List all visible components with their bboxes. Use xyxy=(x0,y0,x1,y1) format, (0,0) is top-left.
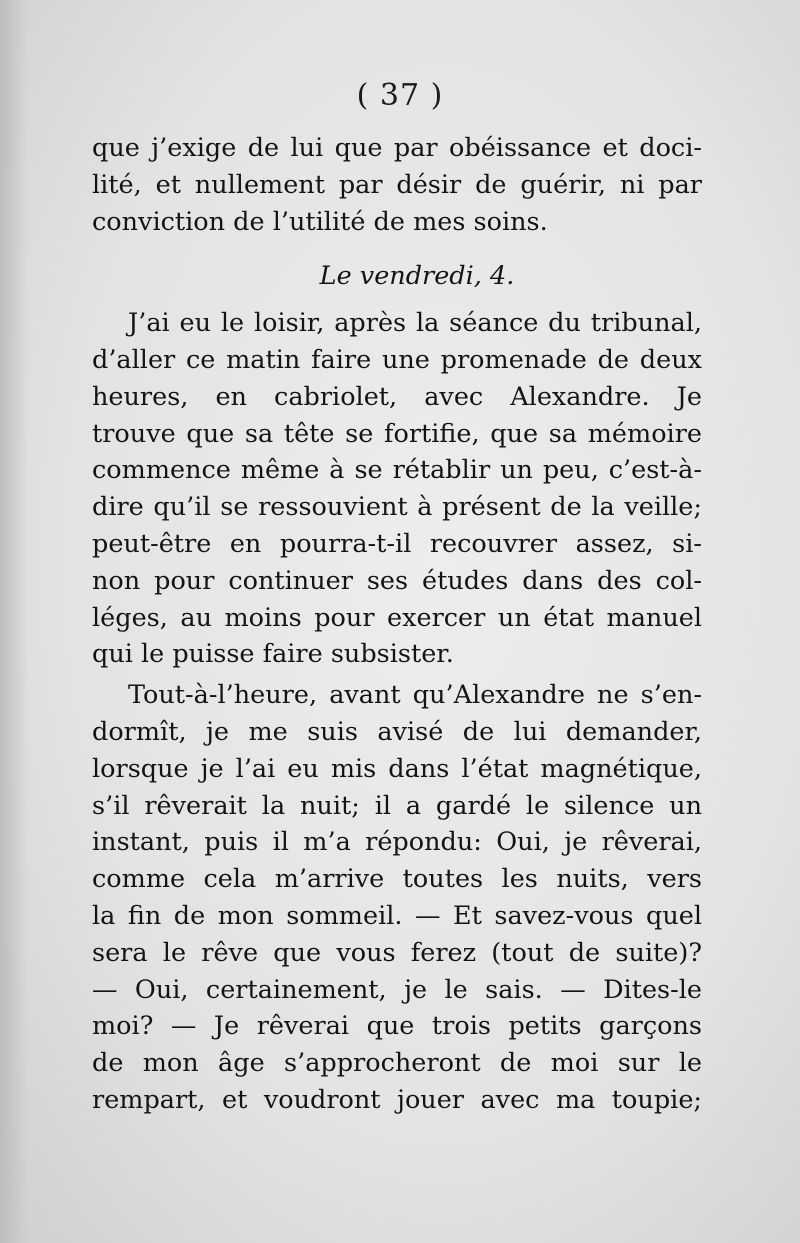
text-line: léges, au moins pour exercer un état manuel xyxy=(92,602,702,633)
text-line: rempart, et voudront jouer avec ma toupie; xyxy=(92,1084,702,1115)
text-line: non pour continuer ses études dans des col- xyxy=(92,565,702,596)
text-line: — Oui, certainement, je le sais. — Dites-le xyxy=(92,974,702,1005)
text-line: lorsque je l’ai eu mis dans l’état magnétique, xyxy=(92,753,702,784)
text-line: heures, en cabriolet, avec Alexandre. Je xyxy=(92,381,702,412)
text-line: lité, et nullement par désir de guérir, ni par xyxy=(92,169,702,200)
section-heading: Le vendredi, 4. xyxy=(319,261,515,292)
text-line: d’aller ce matin faire une promenade de deux xyxy=(92,344,702,375)
text-line: de mon âge s’approcheront de moi sur le xyxy=(92,1048,702,1079)
text-line: qui le puisse faire subsister. xyxy=(92,639,454,670)
text-line: que j’exige de lui que par obéissance et doci- xyxy=(92,133,702,163)
text-line: comme cela m’arrive toutes les nuits, vers xyxy=(92,864,702,895)
text-line: trouve que sa tête se fortifie, que sa mémoire xyxy=(92,418,702,449)
page-edge-shadow xyxy=(0,0,28,1243)
body-text xyxy=(92,130,702,1119)
text-line: s’il rêverait la nuit; il a gardé le silence un xyxy=(92,790,702,821)
text-line: Tout-à-l’heure, avant qu’Alexandre ne s’en- xyxy=(128,680,702,711)
text-line: dire qu’il se ressouvient à présent de la veille; xyxy=(92,492,702,523)
text-line: sera le rêve que vous ferez (tout de suite)? xyxy=(92,937,702,968)
text-line: conviction de l’utilité de mes soins. xyxy=(92,206,548,237)
text-line: instant, puis il m’a répondu: Oui, je rêverai, xyxy=(92,827,702,858)
text-line: dormît, je me suis avisé de lui demander, xyxy=(92,716,702,747)
text-line: commence même à se rétablir un peu, c’est-à- xyxy=(92,455,702,486)
text-line: la fin de mon sommeil. — Et savez-vous quel xyxy=(92,900,702,931)
text-line: moi? — Je rêverai que trois petits garçons xyxy=(92,1011,702,1042)
text-line: peut-être en pourra-t-il recouvrer assez, si- xyxy=(92,528,702,559)
text-line: J’ai eu le loisir, après la séance du tribunal, xyxy=(128,308,702,339)
page-number: ( 37 ) xyxy=(356,78,444,113)
